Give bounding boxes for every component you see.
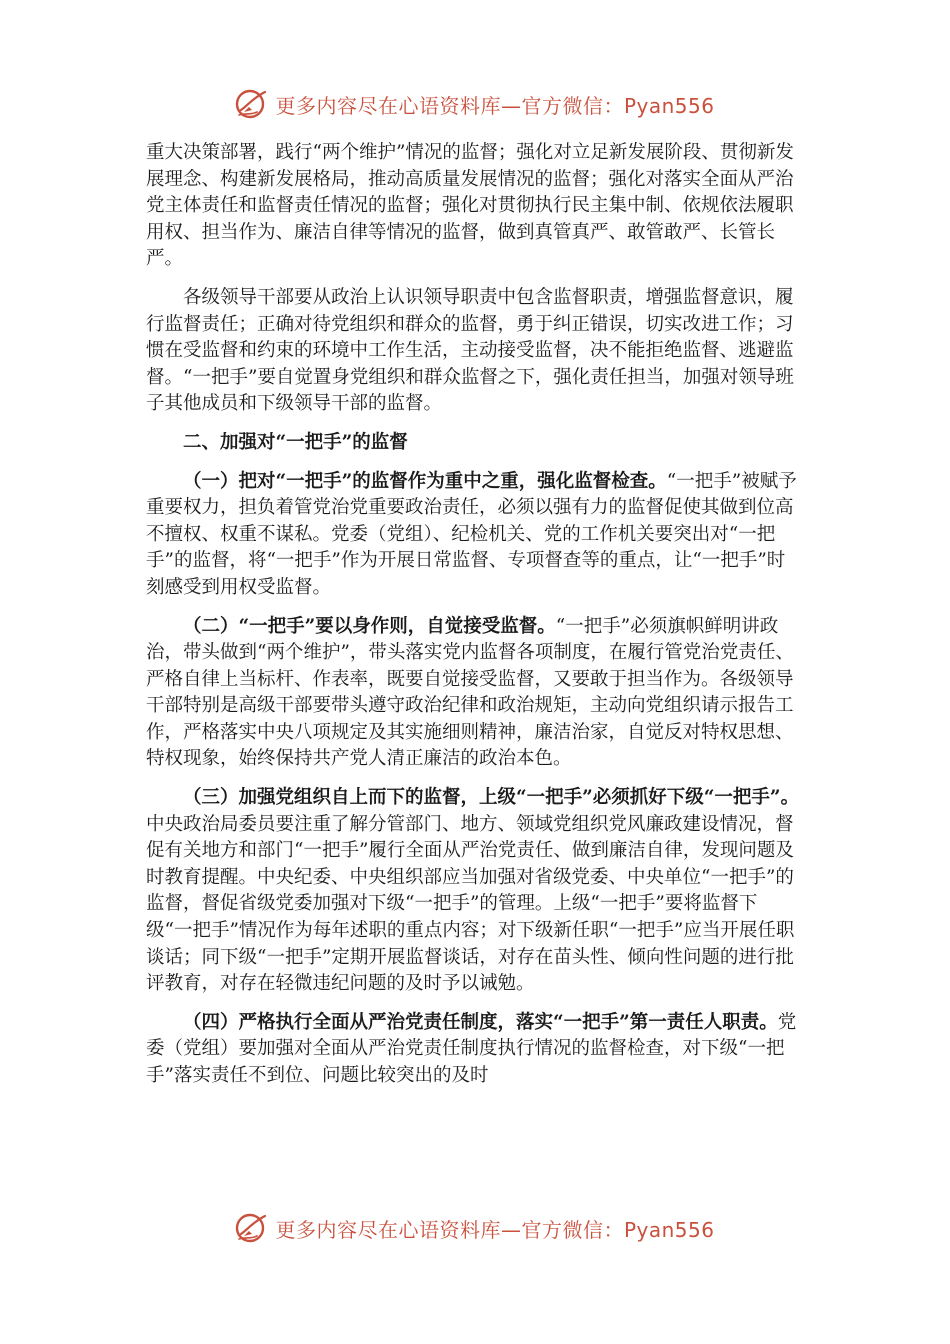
paragraph (146, 285, 800, 418)
paragraph (146, 469, 800, 602)
paragraph-lead: （一）把对“一把手”的监督作为重中之重，强化监督检查。 (183, 470, 667, 492)
paragraph-lead: （二）“一把手”要以身作则，自觉接受监督。 (183, 615, 556, 637)
paragraph-text: 中央政治局委员要注重了解分管部门、地方、领域党组织党风廉政建设情况，督促有关地方和部门“一把手”履行全面从严治党责任、做到廉洁自律，发现问题及时教育提醒。中央纪委、中央组织部应当加强对省级党委、中央单位“一把手”的监督，督促省级党委加强对下级“一把手”的管理。上级“一把手”要将监督下级“一把手”情况作为每年述职的重点内容；对下级新任职“一把手”应当开展任职谈话；同下级“一把手”定期开展监督谈话，对存在苗头性、倾向性问题的进行批评教育，对存在轻微违纪问题的及时予以诫勉。 (146, 813, 795, 995)
pen-signature-icon (235, 1212, 269, 1244)
paragraph-lead: （四）严格执行全面从严治党责任制度，落实“一把手”第一责任人职责。 (183, 1011, 778, 1033)
document-body (146, 140, 800, 1090)
pen-signature-icon (235, 88, 269, 120)
paragraph-text: “一把手”被赋予重要权力，担负着管党治党重要政治责任，必须以强有力的监督促使其做到位高不擅权、权重不谋私。党委（党组）、纪检机关、党的工作机关要突出对“一把手”的监督，将“一把手”作为开展日常监督、专项督查等的重点，让“一把手”时刻感受到用权受监督。 (146, 470, 797, 598)
watermark-text: 更多内容尽在心语资料库—官方微信：Pyan556 (275, 1217, 715, 1242)
paragraph-text: 重大决策部署，践行“两个维护”情况的监督；强化对立足新发展阶段、贯彻新发展理念、构建新发展格局，推动高质量发展情况的监督；强化对落实全面从严治党主体责任和监督责任情况的监督；强化对贯彻执行民主集中制、依规依法履职用权、担当作为、廉洁自律等情况的监督，做到真管真严、敢管敢严、长管长严。 (146, 142, 794, 270)
paragraph (146, 1010, 800, 1090)
paragraph (146, 785, 800, 998)
watermark-banner-top (0, 84, 950, 124)
paragraph (146, 140, 800, 273)
watermark-text: 更多内容尽在心语资料库—官方微信：Pyan556 (275, 93, 715, 118)
watermark-banner-bottom (0, 1208, 950, 1248)
paragraph-lead: （三）加强党组织自上而下的监督，上级“一把手”必须抓好下级“一把手”。 (183, 787, 800, 809)
paragraph (146, 614, 800, 774)
section-heading-text: 二、加强对“一把手”的监督 (183, 431, 408, 453)
paragraph-text: 党委（党组）要加强对全面从严治党责任制度执行情况的监督检查，对下级“一把手”落实责任不到位、问题比较突出的及时 (146, 1011, 797, 1086)
section-heading (146, 430, 800, 457)
paragraph-text: 各级领导干部要从政治上认识领导职责中包含监督职责，增强监督意识，履行监督责任；正确对待党组织和群众的监督，勇于纠正错误，切实改进工作；习惯在受监督和约束的环境中工作生活，主动接受监督，决不能拒绝监督、逃避监督。“一把手”要自觉置身党组织和群众监督之下，强化责任担当，加强对领导班子其他成员和下级领导干部的监督。 (146, 286, 794, 415)
paragraph-text: “一把手”必须旗帜鲜明讲政治，带头做到“两个维护”，带头落实党内监督各项制度，在履行管党治党责任、严格自律上当标杆、作表率，既要自觉接受监督，又要敢于担当作为。各级领导干部特别是高级干部要带头遵守政治纪律和政治规矩，主动向党组织请示报告工作，严格落实中央八项规定及其实施细则精神，廉洁治家，自觉反对特权思想、特权现象，始终保持共产党人清正廉洁的政治本色。 (146, 615, 794, 770)
